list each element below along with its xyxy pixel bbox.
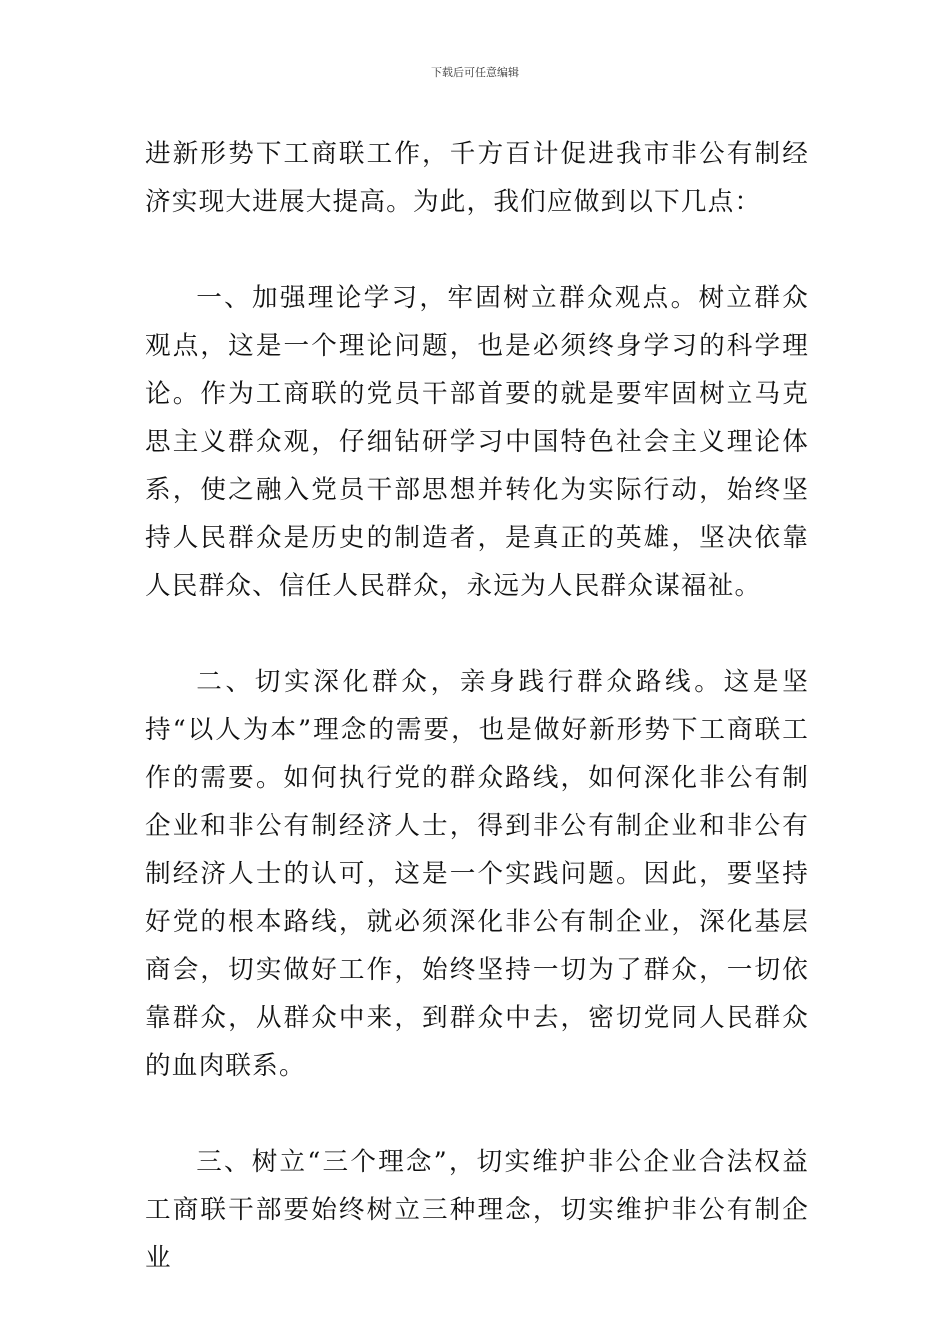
document-body [145, 130, 809, 1282]
paragraph-continuation: 进新形势下工商联工作，千方百计促进我市非公有制经济实现大进展大提高。为此，我们应做到以下几点： [145, 139, 809, 217]
page-header: 下载后可任意编辑 [431, 66, 519, 79]
paragraph-point-one: 一、加强理论学习，牢固树立群众观点。树立群众观点，这是一个理论问题，也是必须终身学习的科学理论。作为工商联的党员干部首要的就是要牢固树立马克思主义群众观，仔细钻研学习中国特色社会主义理论体系，使之融入党员干部思想并转化为实际行动，始终坚持人民群众是历史的制造者，是真正的英雄，坚决依靠人民群众、信任人民群众，永远为人民群众谋福祉。 [145, 283, 809, 601]
paragraph-gap [145, 1090, 809, 1138]
paragraph-gap [145, 610, 809, 658]
paragraph-point-two: 二、切实深化群众，亲身践行群众路线。这是坚持“以人为本”理念的需要，也是做好新形势下工商联工作的需要。如何执行党的群众路线，如何深化非公有制企业和非公有制经济人士，得到非公有制企业和非公有制经济人士的认可，这是一个实践问题。因此，要坚持好党的根本路线，就必须深化非公有制企业，深化基层商会，切实做好工作，始终坚持一切为了群众，一切依靠群众，从群众中来，到群众中去，密切党同人民群众的血肉联系。 [145, 667, 809, 1081]
paragraph-point-three: 三、树立“三个理念”，切实维护非公企业合法权益工商联干部要始终树立三种理念，切实维护非公有制企业 [145, 1147, 809, 1273]
paragraph-gap [145, 226, 809, 274]
